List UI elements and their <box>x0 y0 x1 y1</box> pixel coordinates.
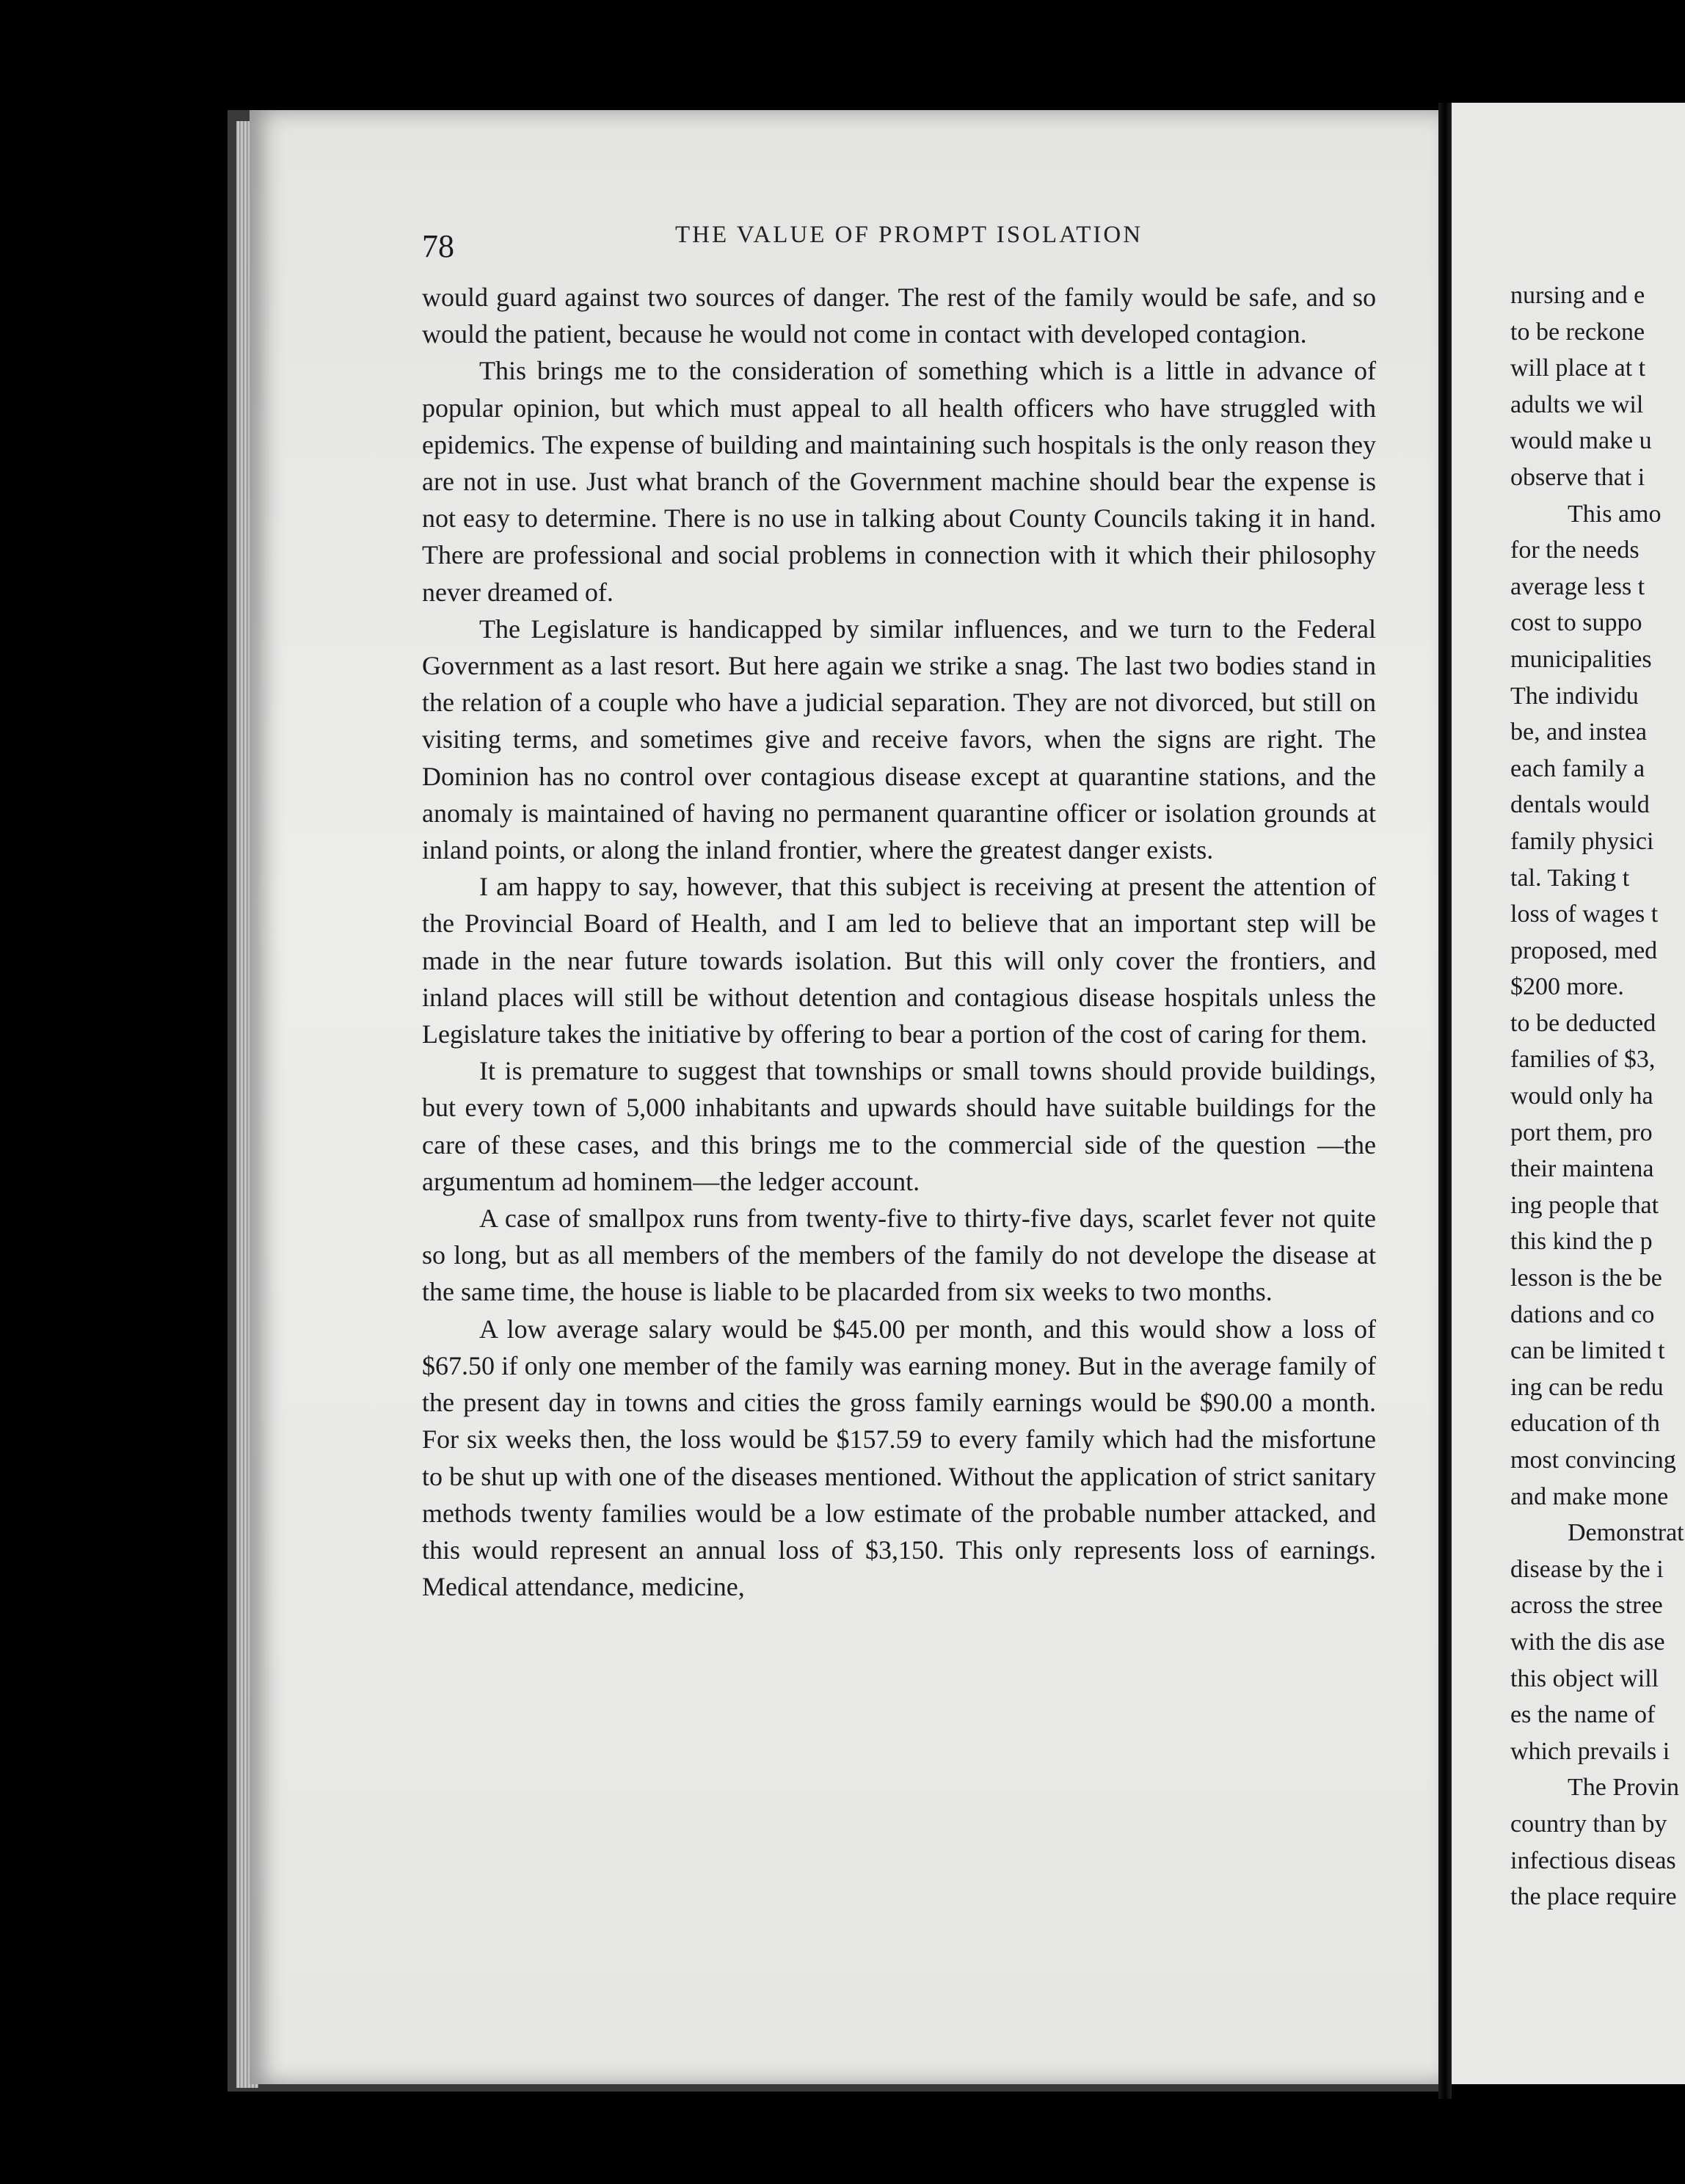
book-gutter <box>1438 103 1452 2099</box>
text-line: This amo <box>1568 500 1662 528</box>
text-line: will place at t <box>1510 354 1646 382</box>
paragraph: It is premature to suggest that townships or small towns should provide buildings, but every town of 5,000 inhabitants and upwards should have suitable buildings for the care of these cases, and this brings me to the commercial side of the question —the argumentum ad hominem—the ledger account. <box>422 1056 1376 1196</box>
running-title: THE VALUE OF PROMPT ISOLATION <box>675 222 1143 248</box>
text-line: can be limited t <box>1510 1337 1665 1365</box>
text-line: The individu <box>1510 682 1639 710</box>
page-number: 78 <box>422 228 454 264</box>
text-line: Demonstrat <box>1568 1519 1684 1547</box>
text-line: cost to suppo <box>1510 609 1642 637</box>
text-line: lesson is the be <box>1510 1264 1662 1292</box>
paragraph: The Legislature is handicapped by similar influences, and we turn to the Federal Government as a last resort. But here again we strike a snag. The last two bodies stand in the relation of a couple who have a judicial separation. They are not divorced, but still on visiting terms, and sometimes give and receive favors, when the signs are right. The Dominion has no control over contagious disease except at quarantine stations, and the anomaly is maintained of having no permanent quarantine officer or isolation grounds at inland points, or along the inland frontier, where the greatest danger exists. <box>422 614 1376 865</box>
text-line: to be deducted <box>1510 1009 1656 1037</box>
text-line: which prevails i <box>1510 1737 1670 1765</box>
paragraph: This brings me to the consideration of something which is a little in advance of popular opinion, but which must appeal to all health officers who have struggled with epidemics. The expense of building and maintaining such hospitals is the only reason they are not in use. Just what branch of the Government machine should bear the expense is not easy to determine. There is no use in talking about County Councils taking it in hand. There are professional and social problems in connection with it which their philosophy never dreamed of. <box>422 356 1376 607</box>
text-line: across the stree <box>1510 1592 1663 1620</box>
text-line: nursing and e <box>1510 282 1645 309</box>
page-header <box>422 222 1391 266</box>
text-line: this kind the p <box>1510 1228 1653 1256</box>
text-line: to be reckone <box>1510 318 1645 346</box>
text-line: disease by the i <box>1510 1555 1664 1583</box>
text-line: The Provin <box>1568 1774 1680 1802</box>
text-line: average less t <box>1510 572 1645 600</box>
text-line: would only ha <box>1510 1082 1653 1110</box>
paragraph: A low average salary would be $45.00 per month, and this would show a loss of $67.50 if only one member of the family was earning money. But in the average family of the present day in towns and cities the gross family earnings would be $90.00 a month. For six weeks then, the loss would be $157.59 to every family which had the misfortune to be shut up with one of the diseases mentioned. Without the application of strict sanitary methods twenty families would be a low estimate of the probable number attacked, and this would represent an annual loss of $3,150. This only represents loss of earnings. Medical attendance, medicine, <box>422 1314 1376 1602</box>
text-line: es the name of <box>1510 1701 1656 1729</box>
text-line: country than by <box>1510 1810 1667 1838</box>
text-line: families of $3, <box>1510 1046 1656 1074</box>
text-line: municipalities <box>1510 645 1652 673</box>
text-line: dentals would <box>1510 791 1650 819</box>
text-line: with the dis ase <box>1510 1628 1665 1656</box>
text-line: and make mone <box>1510 1482 1669 1510</box>
text-line: this object will <box>1510 1664 1659 1692</box>
text-line: be, and instea <box>1510 718 1647 746</box>
text-line: most convincing <box>1510 1446 1676 1474</box>
right-page-text <box>1510 277 1685 1915</box>
paragraph: A case of smallpox runs from twenty-five to thirty-five days, scarlet fever not quite so long, but as all members of the members of the family do not develope the disease at the same time, the house is liable to be placarded from six weeks to two months. <box>422 1204 1376 1307</box>
paragraph: would guard against two sources of danger. The rest of the family would be safe, and so would the patient, because he would not come in contact with developed contagion. <box>422 283 1376 349</box>
text-line: would make u <box>1510 427 1652 455</box>
text-line: infectious diseas <box>1510 1846 1676 1874</box>
text-line: family physici <box>1510 827 1654 855</box>
text-line: tal. Taking t <box>1510 864 1630 892</box>
text-line: the place require <box>1510 1883 1677 1911</box>
text-line: dations and co <box>1510 1300 1655 1328</box>
text-line: their maintena <box>1510 1155 1654 1183</box>
text-line: each family a <box>1510 754 1645 782</box>
text-line: ing people that <box>1510 1191 1659 1219</box>
text-line: proposed, med <box>1510 936 1658 964</box>
paragraph: I am happy to say, however, that this subject is receiving at present the attention of the Provincial Board of Health, and I am led to believe that an important step will be made in the near future towards isolation. But this will only cover the frontiers, and inland places will still be without detention and contagious disease hospitals unless the Legislature takes the initiative by offering to bear a portion of the cost of caring for them. <box>422 872 1376 1049</box>
text-line: observe that i <box>1510 463 1645 491</box>
text-line: for the needs <box>1510 536 1639 564</box>
text-line: education of th <box>1510 1410 1660 1438</box>
left-page-text <box>422 279 1376 1605</box>
text-line: loss of wages t <box>1510 900 1659 928</box>
text-line: adults we wil <box>1510 390 1644 418</box>
text-line: $200 more. <box>1510 973 1624 1001</box>
text-line: ing can be redu <box>1510 1373 1664 1401</box>
text-line: port them, pro <box>1510 1118 1653 1146</box>
